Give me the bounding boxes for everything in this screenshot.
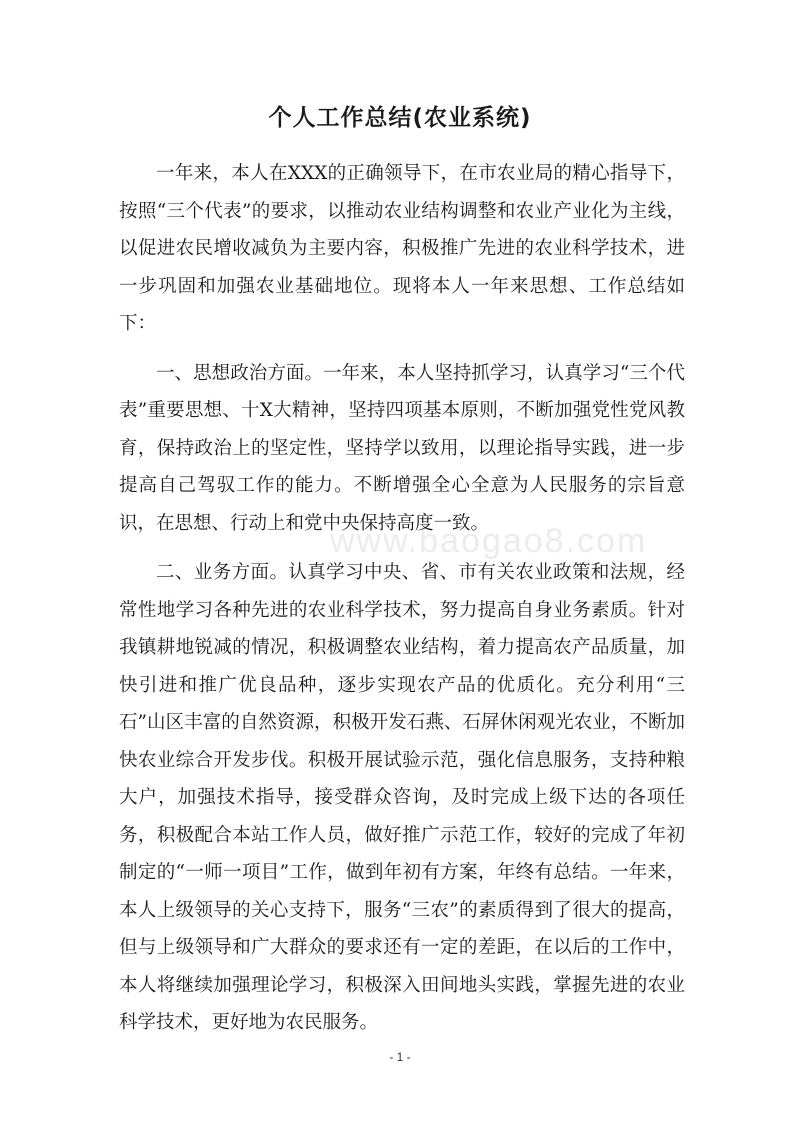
document-body (119, 155, 685, 1054)
intro-paragraph: 一年来，本人在XXX的正确领导下，在市农业局的精心指导下，按照“三个代表”的要求，以推动农业结构调整和农业产业化为主线，以促进农民增收减负为主要内容，积极推广先进的农业科学技术，进一步巩固和加强农业基础地位。现将本人一年来思想、工作总结如下： (119, 163, 685, 334)
document-title: 个人工作总结(农业系统) (268, 105, 532, 131)
page-number: - 1 - (389, 1050, 411, 1064)
political-section-paragraph: 一、思想政治方面。一年来，本人坚持抓学习，认真学习“三个代表”重要思想、十X大精神，坚持四项基本原则，不断加强党性党风教育，保持政治上的坚定性，坚持学以致用，以理论指导实践，进一步提高自己驾驭工作的能力。不断增强全心全意为人民服务的宗旨意识，在思想、行动上和党中央保持高度一致。 (119, 362, 685, 534)
business-section-paragraph: 二、业务方面。认真学习中央、省、市有关农业政策和法规，经常性地学习各种先进的农业科学技术，努力提高自身业务素质。针对我镇耕地锐减的情况，积极调整农业结构，着力提高农产品质量，加快引进和推广优良品种，逐步实现农产品的优质化。充分利用“三石”山区丰富的自然资源，积极开发石燕、石屏休闲观光农业，不断加快农业综合开发步伐。积极开展试验示范，强化信息服务，支持种粮大户，加强技术指导，接受群众咨询，及时完成上级下达的各项任务，积极配合本站工作人员，做好推广示范工作，较好的完成了年初制定的“一师一项目”工作，做到年初有方案，年终有总结。一年来，本人上级领导的关心支持下，服务“三农”的素质得到了很大的提高，但与上级领导和广大群众的要求还有一定的差距，在以后的工作中，本人将继续加强理论学习，积极深入田间地头实践，掌握先进的农业科学技术，更好地为农民服务。 (119, 562, 685, 1033)
watermark: www.baogao8.com (330, 522, 648, 560)
